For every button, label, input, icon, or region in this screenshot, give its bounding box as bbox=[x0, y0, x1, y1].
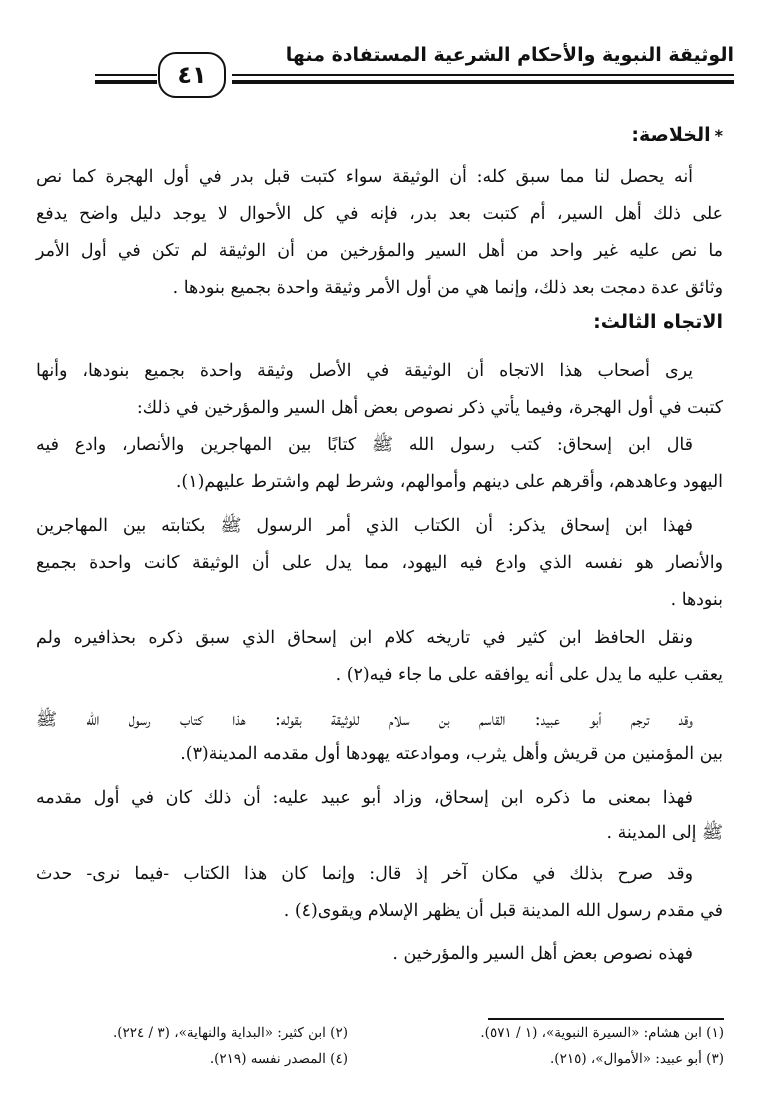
footnote-2: (٢) ابن كثير: «البداية والنهاية»، (٣ / ٢٢٤). bbox=[112, 1025, 348, 1041]
heading-text: الخلاصة: bbox=[631, 124, 711, 146]
header-rule-thin bbox=[232, 74, 734, 76]
text-line: وقد ترجم أبو عبيد: القاسم بن سلام للوثيقة بقوله: هذا كتاب رسول الله ﷺ bbox=[36, 710, 693, 730]
text-line: قال ابن إسحاق: كتب رسول الله ﷺ كتابًا بين المهاجرين والأنصار، وادع فيه bbox=[36, 435, 693, 455]
text-line: أنه يحصل لنا مما سبق كله: أن الوثيقة سواء كتبت قبل بدر في أول الهجرة كما نص bbox=[36, 167, 693, 187]
text-line: اليهود وعاهدهم، وأقرهم على دينهم وأموالهم، وشرط لهم واشترط عليهم(١). bbox=[175, 472, 723, 492]
section-heading-third-trend: الاتجاه الثالث: bbox=[593, 311, 723, 333]
footnote-4: (٤) المصدر نفسه (٢١٩). bbox=[209, 1051, 348, 1067]
page-header bbox=[0, 0, 768, 120]
header-rule-thick bbox=[232, 80, 734, 84]
text-line: كتبت في أول الهجرة، وفيما يأتي ذكر نصوص بعض أهل السير والمؤرخين في ذلك: bbox=[136, 398, 723, 418]
header-rule-left-thick bbox=[95, 80, 157, 84]
text-line: يرى أصحاب هذا الاتجاه أن الوثيقة في الأصل وثيقة واحدة بجميع بنودها، وأنها bbox=[36, 361, 693, 381]
page-number-badge: ٤١ bbox=[158, 52, 226, 98]
text-line: وثائق عدة دمجت بعد ذلك، وإنما هي من أول الأمر وثيقة واحدة بجميع بنودها . bbox=[172, 278, 723, 298]
section-heading-summary bbox=[631, 124, 723, 146]
running-title: الوثيقة النبوية والأحكام الشرعية المستفادة منها bbox=[285, 44, 734, 66]
footnote-1: (١) ابن هشام: «السيرة النبوية»، (١ / ٥٧١). bbox=[480, 1025, 724, 1041]
text-line: وقد صرح بذلك في مكان آخر إذ قال: وإنما كان هذا الكتاب -فيما نرى- حدث bbox=[36, 864, 693, 884]
text-line: ونقل الحافظ ابن كثير في تاريخه كلام ابن إسحاق الذي سبق ذكره بحذافيره ولم bbox=[36, 628, 693, 648]
text-line: بين المؤمنين من قريش وأهل يثرب، وموادعته يهودها أول مقدمه المدينة(٣). bbox=[180, 744, 723, 764]
text-line: فهذا ابن إسحاق يذكر: أن الكتاب الذي أمر الرسول ﷺ بكتابته بين المهاجرين bbox=[36, 516, 693, 536]
text-line: والأنصار هو نفسه الذي وادع فيه اليهود، مما يدل على أن الوثيقة كانت واحدة بجميع bbox=[36, 553, 723, 573]
text-line: فهذه نصوص بعض أهل السير والمؤرخين . bbox=[392, 944, 693, 964]
footnote-3: (٣) أبو عبيد: «الأموال»، (٢١٥). bbox=[550, 1051, 724, 1067]
text-line: بنودها . bbox=[670, 590, 723, 610]
footnote-separator bbox=[488, 1018, 724, 1020]
text-line: فهذا بمعنى ما ذكره ابن إسحاق، وزاد أبو عبيد عليه: أن ذلك كان في أول مقدمه bbox=[36, 788, 693, 808]
text-line: ما نص عليه غير واحد من أهل السير والمؤرخين من أن الوثيقة لم تكن في أول الأمر bbox=[36, 241, 723, 261]
text-line: يعقب عليه ما يدل على أنه يوافقه على ما جاء فيه(٢) . bbox=[335, 665, 723, 685]
text-line: في مقدم رسول الله المدينة قبل أن يظهر الإسلام ويقوى(٤) . bbox=[283, 901, 723, 921]
header-rule-left-thin bbox=[95, 74, 157, 76]
text-line: على ذلك أهل السير، أم كتبت بعد بدر، فإنه في كل الأحوال لا يوجد دليل واضح يدفع bbox=[36, 204, 723, 224]
text-line: ﷺ إلى المدينة . bbox=[606, 823, 723, 843]
asterisk-icon: * bbox=[714, 126, 723, 145]
